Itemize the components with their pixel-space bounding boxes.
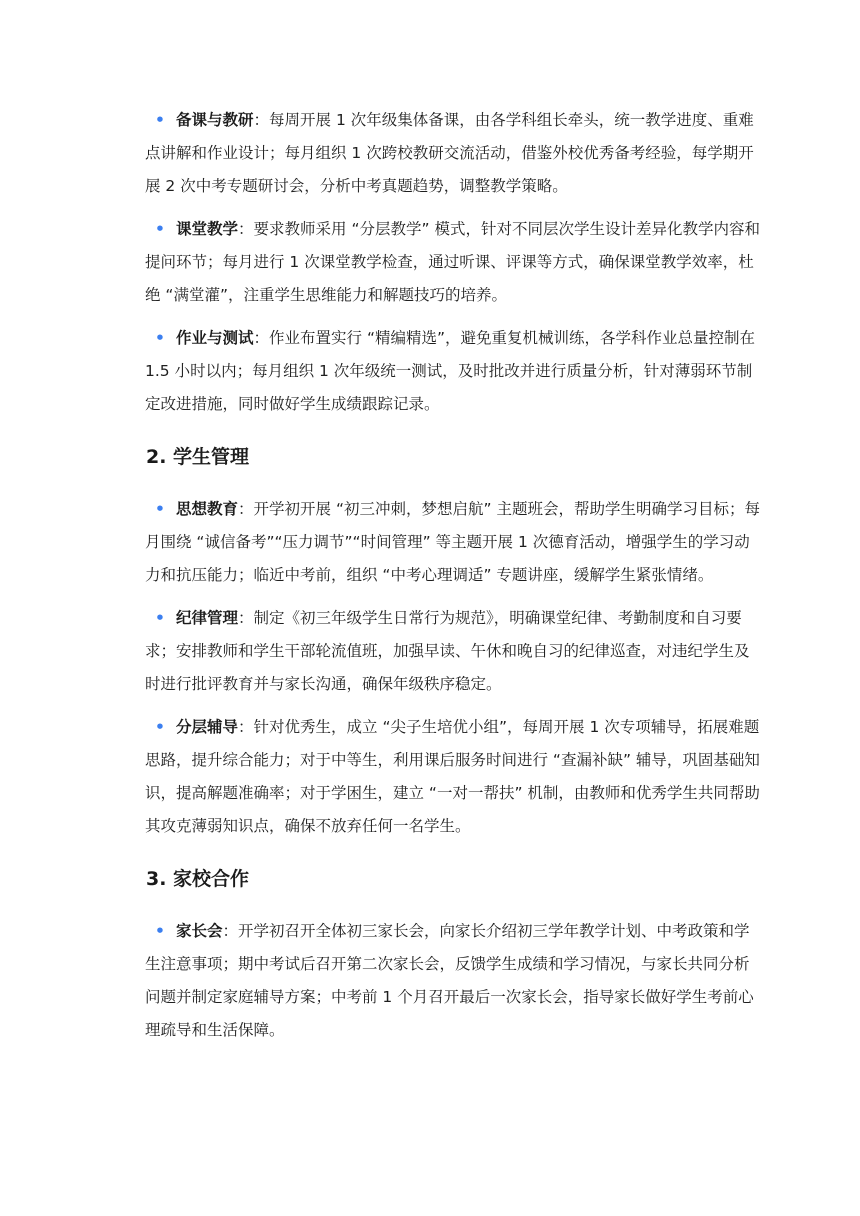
bullet-separator: ： [238,718,254,736]
list-item-homework-testing [145,322,760,421]
bullet-text: 针对优秀生，成立 “尖子生培优小组”，每周开展 1 次专项辅导，拓展难题思路，提升综合能力；对于中等生，利用课后服务时间进行 “查漏补缺” 辅导，巩固基础知识，提高解题准确率；对于学困生，建立 “一对一帮扶” 机制，由教师和优秀学生共同帮助其攻克薄弱知识点，确保不放弃任何一名学生。 [145,718,760,835]
bullet-separator: ： [238,500,254,518]
bullet-separator: ： [238,220,254,238]
bullet-title: 课堂教学 [176,220,239,238]
bullet-text: 开学初开展 “初三冲刺，梦想启航” 主题班会，帮助学生明确学习目标；每月围绕 “诚信备考”“压力调节”“时间管理” 等主题开展 1 次德育活动，增强学生的学习动力和抗压能力；临近中考前，组织 “中考心理调适” 专题讲座，缓解学生紧张情绪。 [145,500,760,584]
bullet-text: 开学初召开全体初三家长会，向家长介绍初三学年教学计划、中考政策和学生注意事项；期中考试后召开第二次家长会，反馈学生成绩和学习情况，与家长共同分析问题并制定家庭辅导方案；中考前 1 个月召开最后一次家长会，指导家长做好学生考前心理疏导和生活保障。 [145,922,754,1039]
bullet-separator: ： [253,329,270,347]
bullet-icon: • [155,922,165,940]
document-content [145,104,760,1057]
section-heading-home-school-cooperation: 3. 家校合作 [146,868,250,890]
bullet-icon: • [155,111,165,129]
bullet-separator: ： [253,111,270,129]
bullet-text: 作业布置实行 “精编精选”，避免重复机械训练，各学科作业总量控制在 1.5 小时以内；每月组织 1 次年级统一测试，及时批改并进行质量分析，针对薄弱环节制定改进措施，同时做好学生成绩跟踪记录。 [145,329,756,413]
bullet-icon: • [155,500,165,518]
bullet-icon: • [155,609,165,627]
list-item-ideological-education [145,493,760,592]
list-item-discipline-management [145,602,760,701]
bullet-icon: • [155,329,165,347]
list-item-lesson-prep [145,104,760,203]
section-heading-student-management: 2. 学生管理 [146,446,250,468]
bullet-title: 备课与教研 [176,111,254,129]
bullet-icon: • [155,718,165,736]
bullet-separator: ： [222,922,239,940]
bullet-title: 作业与测试 [176,329,254,347]
list-item-classroom-teaching [145,213,760,312]
bullet-title: 纪律管理 [176,609,239,627]
list-item-parent-meeting [145,915,760,1047]
bullet-text: 每周开展 1 次年级集体备课，由各学科组长牵头，统一教学进度、重难点讲解和作业设计；每月组织 1 次跨校教研交流活动，借鉴外校优秀备考经验，每学期开展 2 次中考专题研讨会，分析中考真题趋势，调整教学策略。 [145,111,754,195]
bullet-title: 思想教育 [176,500,239,518]
list-item-tiered-tutoring [145,711,760,843]
bullet-title: 分层辅导 [176,718,239,736]
bullet-icon: • [155,220,165,238]
bullet-title: 家长会 [176,922,223,940]
bullet-separator: ： [238,609,254,627]
bullet-text: 制定《初三年级学生日常行为规范》，明确课堂纪律、考勤制度和自习要求；安排教师和学生干部轮流值班，加强早读、午休和晚自习的纪律巡查，对违纪学生及时进行批评教育并与家长沟通，确保年级秩序稳定。 [145,609,750,693]
bullet-text: 要求教师采用 “分层教学” 模式，针对不同层次学生设计差异化教学内容和提问环节；每月进行 1 次课堂教学检查，通过听课、评课等方式，确保课堂教学效率，杜绝 “满堂灌”，注重学生思维能力和解题技巧的培养。 [145,220,760,304]
